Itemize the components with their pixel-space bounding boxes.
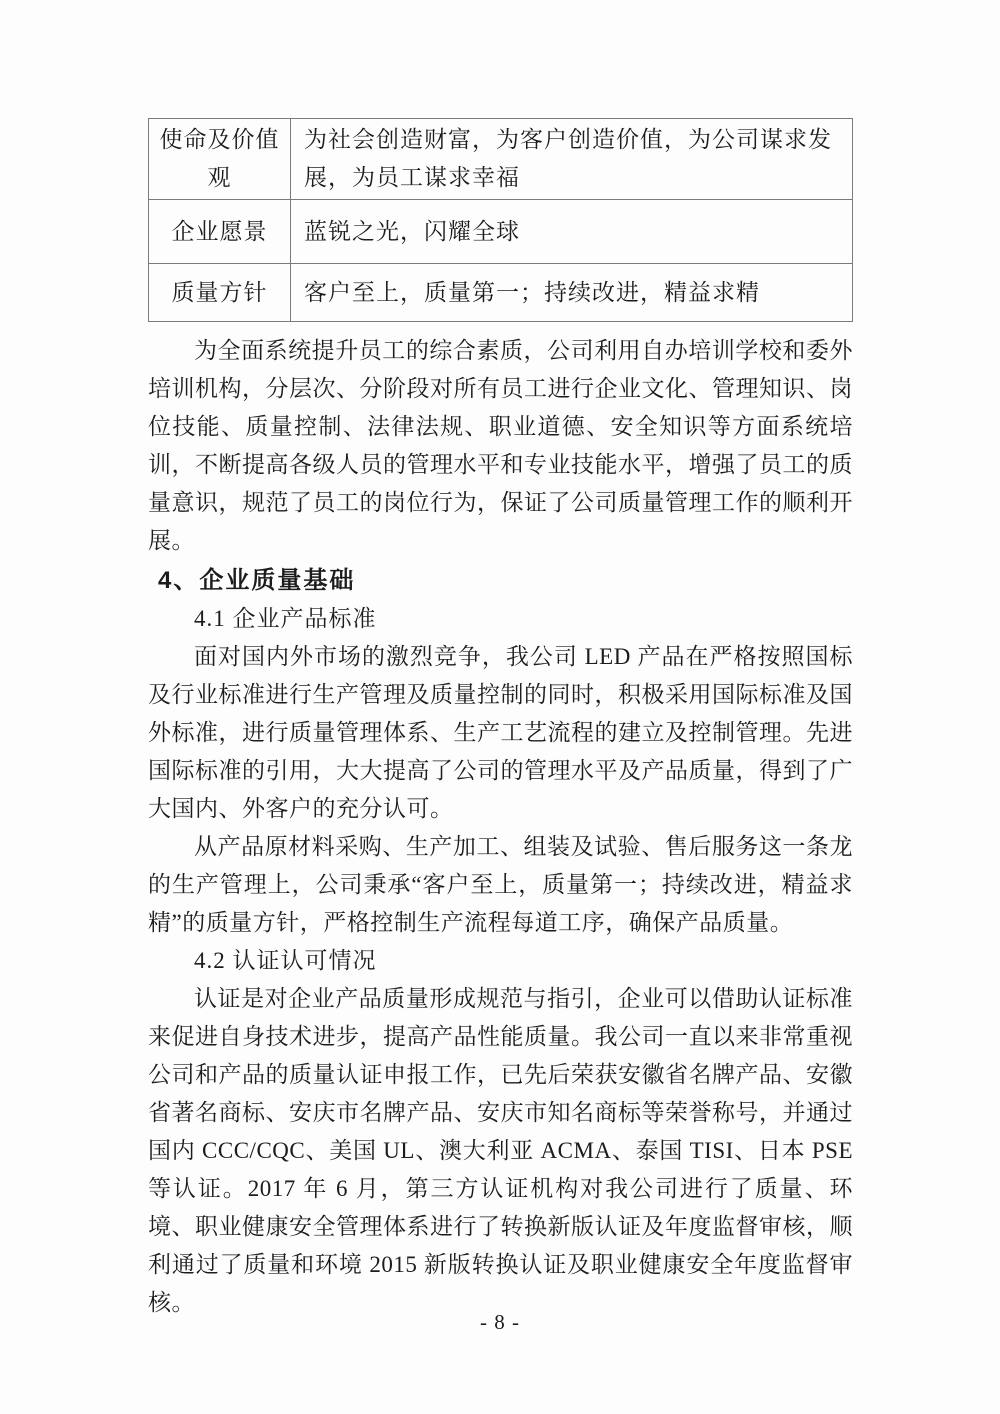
mission-value-cell: 为社会创造财富，为客户创造价值，为公司谋求发展，为员工谋求幸福 — [291, 119, 853, 200]
mission-label-cell: 使命及价值观 — [149, 119, 291, 200]
document-content — [148, 118, 853, 1322]
paragraph-4-1-standards: 面对国内外市场的激烈竞争，我公司 LED 产品在严格按照国标及行业标准进行生产管理及质量控制的同时，积极采用国际标准及国外标准，进行质量管理体系、生产工艺流程的建立及控制管理。先进国际标准的引用，大大提高了公司的管理水平及产品质量，得到了广大国内、外客户的充分认可。 — [148, 644, 853, 821]
company-values-table — [148, 118, 853, 322]
paragraph-training: 为全面系统提升员工的综合素质，公司利用自办培训学校和委外培训机构，分层次、分阶段对所有员工进行企业文化、管理知识、岗位技能、质量控制、法律法规、职业道德、安全知识等方面系统培训，不断提高各级人员的管理水平和专业技能水平，增强了员工的质量意识，规范了员工的岗位行为，保证了公司质量管理工作的顺利开展。 — [148, 338, 853, 553]
table-row-vision — [149, 200, 853, 264]
page-number: - 8 - — [480, 1310, 520, 1334]
section-4-heading: 4、企业质量基础 — [158, 567, 356, 594]
table-row-policy — [149, 264, 853, 322]
vision-value-cell: 蓝锐之光，闪耀全球 — [291, 200, 853, 264]
paragraph-4-1-production: 从产品原材料采购、生产加工、组装及试验、售后服务这一条龙的生产管理上，公司秉承“客户至上，质量第一；持续改进，精益求精”的质量方针，严格控制生产流程每道工序，确保产品质量。 — [148, 834, 853, 935]
policy-value-cell: 客户至上，质量第一；持续改进，精益求精 — [291, 264, 853, 322]
paragraph-4-2-certification: 认证是对企业产品质量形成规范与指引，企业可以借助认证标准来促进自身技术进步，提高产品性能质量。我公司一直以来非常重视公司和产品的质量认证申报工作，已先后荣获安徽省名牌产品、安徽省著名商标、安庆市名牌产品、安庆市知名商标等荣誉称号，并通过国内 CCC/CQC、美国 UL、澳大利亚 ACMA、泰国 TISI、日本 PSE 等认证。2017 年 6 月，第三方认证机构对我公司进行了质量、环境、职业健康安全管理体系进行了转换新版认证及年度监督审核，顺利通过了质量和环境 2015 新版转换认证及职业健康安全年度监督审核。 — [148, 986, 853, 1315]
table-row-mission — [149, 119, 853, 200]
section-4-1-heading: 4.1 企业产品标准 — [194, 606, 377, 631]
section-4-2-heading: 4.2 认证认可情况 — [194, 948, 377, 973]
policy-label-cell: 质量方针 — [149, 264, 291, 322]
vision-label-cell: 企业愿景 — [149, 200, 291, 264]
